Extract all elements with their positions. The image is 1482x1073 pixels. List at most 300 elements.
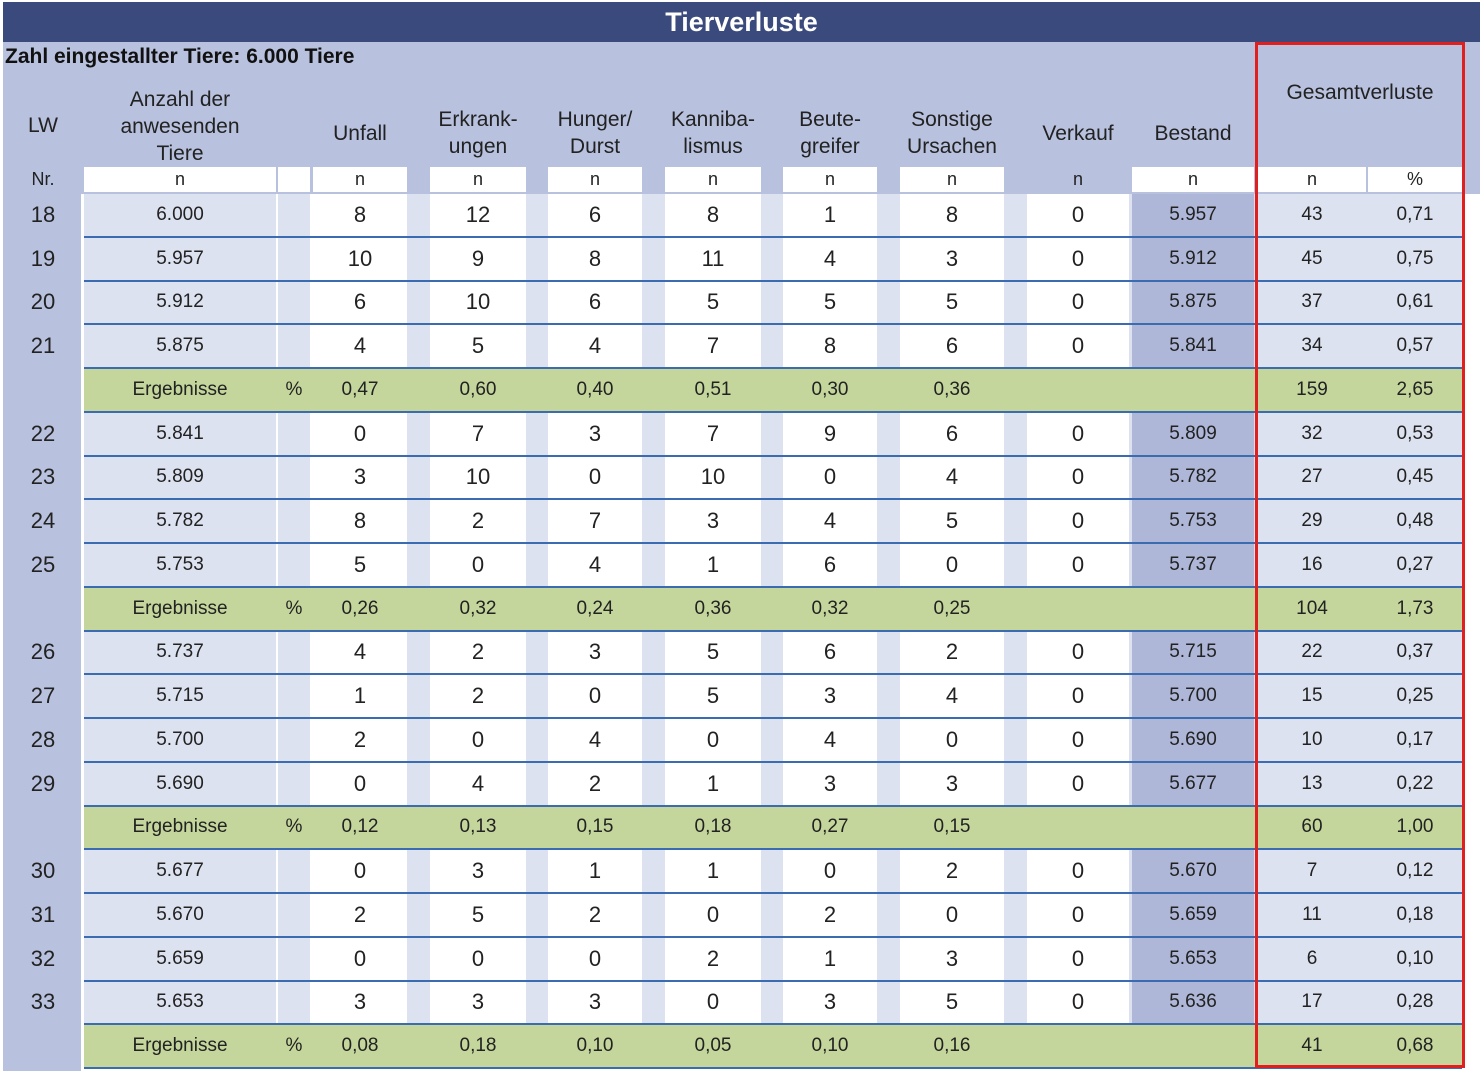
row-unfall: 8 (313, 500, 407, 542)
row-pct: 0,71 (1368, 194, 1462, 236)
row-gap (1129, 850, 1132, 892)
result-label: Ergebnisse (132, 1035, 228, 1057)
row-beute: 3 (783, 763, 877, 805)
row-anzahl: 5.700 (84, 719, 276, 761)
table-title: Tierverluste (3, 2, 1480, 42)
row-verkauf: 0 (1027, 325, 1129, 367)
row-unfall: 0 (313, 938, 407, 980)
row-gap (761, 325, 783, 367)
row-anzahl: 5.715 (84, 675, 276, 717)
row-lw-number: 30 (30, 858, 56, 884)
row-bestand: 5.737 (1132, 544, 1254, 586)
row-bestand: 5.957 (1132, 194, 1254, 236)
row-anzahl: 5.737 (84, 632, 276, 674)
result-pct: 0,68 (1396, 1035, 1434, 1057)
row-pct: 0,53 (1368, 413, 1462, 455)
row-gap (526, 719, 548, 761)
row-pct: 0,22 (1368, 763, 1462, 805)
row-n: 22 (1258, 632, 1366, 674)
row-sonst: 4 (900, 675, 1004, 717)
row-pct-spacer (278, 982, 310, 1024)
row-gap (407, 238, 430, 280)
row-gap (1254, 544, 1258, 586)
row-pct: 0,75 (1368, 238, 1462, 280)
unit-verkauf: n (1027, 167, 1129, 192)
row-beute: 4 (783, 500, 877, 542)
row-gap (1366, 719, 1368, 761)
row-separator (84, 1067, 1462, 1069)
row-unfall: 4 (313, 632, 407, 674)
row-beute: 0 (783, 850, 877, 892)
row-erkr: 2 (430, 632, 526, 674)
header-kannibalismus: Kanniba- lismus (670, 108, 756, 158)
row-hunger: 4 (548, 719, 642, 761)
row-sonst: 8 (900, 194, 1004, 236)
row-gap (877, 457, 900, 499)
row-n: 34 (1258, 325, 1366, 367)
row-pct-spacer (278, 938, 310, 980)
result-n: 41 (1301, 1035, 1323, 1057)
row-gap (1004, 982, 1027, 1024)
row-gap (761, 982, 783, 1024)
row-gap (407, 763, 430, 805)
header-anzahl: Anzahl der anwesenden Tiere (120, 87, 240, 165)
result-beute: 0,10 (811, 1035, 849, 1057)
row-gap (1366, 282, 1368, 324)
row-lw-number: 32 (30, 945, 56, 971)
row-erkr: 2 (430, 500, 526, 542)
row-verkauf: 0 (1027, 675, 1129, 717)
result-sonst: 0,16 (933, 1035, 971, 1057)
result-unfall: 0,08 (341, 1035, 379, 1057)
row-kanni: 7 (665, 325, 761, 367)
row-gap (761, 457, 783, 499)
row-lw-number: 20 (30, 289, 56, 315)
row-n: 37 (1258, 282, 1366, 324)
row-pct: 0,10 (1368, 938, 1462, 980)
result-erkr: 0,32 (459, 597, 497, 619)
row-gap (1254, 675, 1258, 717)
row-gap (1129, 325, 1132, 367)
row-pct-spacer (278, 763, 310, 805)
row-beute: 1 (783, 194, 877, 236)
row-hunger: 7 (548, 500, 642, 542)
row-gap (1254, 457, 1258, 499)
row-kanni: 10 (665, 457, 761, 499)
row-gap (1129, 500, 1132, 542)
row-hunger: 6 (548, 282, 642, 324)
unit-pct: % (1368, 167, 1462, 192)
row-lw-number: 33 (30, 989, 56, 1015)
row-verkauf: 0 (1027, 719, 1129, 761)
row-gap (1366, 982, 1368, 1024)
row-hunger: 4 (548, 544, 642, 586)
row-gap (761, 544, 783, 586)
result-hunger: 0,40 (576, 378, 614, 400)
header-verkauf: Verkauf (1042, 121, 1114, 145)
result-sonst: 0,25 (933, 597, 971, 619)
row-gap (1366, 325, 1368, 367)
result-unit: % (285, 1035, 303, 1057)
row-n: 29 (1258, 500, 1366, 542)
unit-anzahl: n (84, 167, 276, 192)
row-erkr: 10 (430, 457, 526, 499)
row-unfall: 0 (313, 413, 407, 455)
row-gap (1129, 238, 1132, 280)
row-n: 16 (1258, 544, 1366, 586)
row-gap (407, 413, 430, 455)
row-sonst: 3 (900, 238, 1004, 280)
row-unfall: 2 (313, 719, 407, 761)
row-gap (1004, 632, 1027, 674)
row-pct-spacer (278, 238, 310, 280)
row-unfall: 0 (313, 850, 407, 892)
row-verkauf: 0 (1027, 982, 1129, 1024)
unit-unfall: n (313, 167, 407, 192)
row-gap (526, 982, 548, 1024)
row-pct: 0,48 (1368, 500, 1462, 542)
row-erkr: 12 (430, 194, 526, 236)
unit-beute: n (783, 167, 877, 192)
row-gap (1004, 413, 1027, 455)
row-bestand: 5.841 (1132, 325, 1254, 367)
result-beute: 0,30 (811, 378, 849, 400)
row-gap (526, 238, 548, 280)
row-gap (1366, 500, 1368, 542)
row-sonst: 4 (900, 457, 1004, 499)
row-gap (1366, 194, 1368, 236)
row-gap (1129, 763, 1132, 805)
row-lw-number: 29 (30, 770, 56, 796)
row-kanni: 0 (665, 719, 761, 761)
row-unfall: 0 (313, 763, 407, 805)
row-pct: 0,27 (1368, 544, 1462, 586)
row-verkauf: 0 (1027, 457, 1129, 499)
row-lw-number: 23 (30, 464, 56, 490)
row-sonst: 0 (900, 719, 1004, 761)
result-unfall: 0,12 (341, 816, 379, 838)
row-gap (1129, 544, 1132, 586)
row-unfall: 3 (313, 982, 407, 1024)
row-gap (407, 325, 430, 367)
row-erkr: 3 (430, 850, 526, 892)
row-unfall: 1 (313, 675, 407, 717)
row-gap (877, 325, 900, 367)
row-erkr: 0 (430, 544, 526, 586)
row-pct: 0,18 (1368, 894, 1462, 936)
row-gap (877, 413, 900, 455)
row-pct: 0,25 (1368, 675, 1462, 717)
row-unfall: 8 (313, 194, 407, 236)
row-sonst: 3 (900, 938, 1004, 980)
row-gap (877, 632, 900, 674)
row-erkr: 2 (430, 675, 526, 717)
row-gap (642, 632, 665, 674)
row-gap (1004, 675, 1027, 717)
result-unit: % (285, 378, 303, 400)
row-kanni: 5 (665, 282, 761, 324)
row-pct: 0,28 (1368, 982, 1462, 1024)
row-gap (1366, 413, 1368, 455)
row-beute: 2 (783, 894, 877, 936)
row-gap (1004, 500, 1027, 542)
row-gap (1254, 500, 1258, 542)
row-gap (642, 413, 665, 455)
row-kanni: 1 (665, 544, 761, 586)
row-n: 6 (1258, 938, 1366, 980)
row-n: 11 (1258, 894, 1366, 936)
row-sonst: 5 (900, 500, 1004, 542)
row-beute: 4 (783, 238, 877, 280)
row-n: 10 (1258, 719, 1366, 761)
row-anzahl: 5.753 (84, 544, 276, 586)
row-gap (1004, 719, 1027, 761)
row-n: 7 (1258, 850, 1366, 892)
row-gap (1004, 194, 1027, 236)
row-hunger: 4 (548, 325, 642, 367)
result-sonst: 0,15 (933, 816, 971, 838)
row-sonst: 5 (900, 982, 1004, 1024)
row-verkauf: 0 (1027, 413, 1129, 455)
row-kanni: 0 (665, 894, 761, 936)
row-lw-number: 18 (30, 201, 56, 227)
row-pct: 0,12 (1368, 850, 1462, 892)
result-kanni: 0,51 (694, 378, 732, 400)
row-beute: 8 (783, 325, 877, 367)
row-gap (1129, 982, 1132, 1024)
row-gap (1004, 763, 1027, 805)
row-bestand: 5.670 (1132, 850, 1254, 892)
row-kanni: 8 (665, 194, 761, 236)
row-lw-number: 31 (30, 901, 56, 927)
row-gap (1004, 850, 1027, 892)
row-gap (1129, 894, 1132, 936)
row-gap (761, 413, 783, 455)
row-pct-spacer (278, 894, 310, 936)
row-gap (877, 544, 900, 586)
row-gap (642, 194, 665, 236)
row-pct-spacer (278, 457, 310, 499)
row-gap (1254, 632, 1258, 674)
row-gap (1004, 457, 1027, 499)
row-unfall: 5 (313, 544, 407, 586)
result-unfall: 0,47 (341, 378, 379, 400)
row-n: 27 (1258, 457, 1366, 499)
row-gap (1366, 238, 1368, 280)
result-unfall: 0,26 (341, 597, 379, 619)
row-verkauf: 0 (1027, 632, 1129, 674)
row-anzahl: 5.912 (84, 282, 276, 324)
row-bestand: 5.700 (1132, 675, 1254, 717)
header-erkrankungen: Erkrank- ungen (438, 108, 518, 158)
row-pct-spacer (278, 282, 310, 324)
row-gap (642, 282, 665, 324)
row-hunger: 3 (548, 982, 642, 1024)
row-erkr: 0 (430, 719, 526, 761)
row-sonst: 2 (900, 632, 1004, 674)
result-beute: 0,32 (811, 597, 849, 619)
row-anzahl: 5.670 (84, 894, 276, 936)
row-gap (526, 457, 548, 499)
row-n: 17 (1258, 982, 1366, 1024)
row-erkr: 9 (430, 238, 526, 280)
unit-erkr: n (430, 167, 526, 192)
row-kanni: 11 (665, 238, 761, 280)
row-gap (526, 850, 548, 892)
row-sonst: 5 (900, 282, 1004, 324)
row-gap (407, 632, 430, 674)
row-gap (642, 500, 665, 542)
row-hunger: 8 (548, 238, 642, 280)
row-gap (642, 238, 665, 280)
row-gap (761, 500, 783, 542)
row-gap (877, 194, 900, 236)
row-pct-spacer (278, 194, 310, 236)
row-gap (526, 675, 548, 717)
row-hunger: 3 (548, 632, 642, 674)
row-gap (877, 763, 900, 805)
row-beute: 1 (783, 938, 877, 980)
header-bestand: Bestand (1154, 121, 1232, 145)
row-unfall: 3 (313, 457, 407, 499)
row-anzahl: 6.000 (84, 194, 276, 236)
row-gap (1129, 675, 1132, 717)
header-beutegreifer: Beute- greifer (799, 108, 861, 158)
row-hunger: 0 (548, 457, 642, 499)
row-erkr: 5 (430, 325, 526, 367)
row-gap (877, 500, 900, 542)
row-gap (1254, 982, 1258, 1024)
row-gap (407, 982, 430, 1024)
row-gap (761, 238, 783, 280)
row-gap (1366, 763, 1368, 805)
result-n: 104 (1296, 597, 1328, 619)
row-sonst: 2 (900, 850, 1004, 892)
row-gap (1254, 938, 1258, 980)
row-gap (526, 194, 548, 236)
row-pct-spacer (278, 413, 310, 455)
header-sonstige: Sonstige Ursachen (907, 108, 997, 158)
row-gap (761, 719, 783, 761)
row-anzahl: 5.677 (84, 850, 276, 892)
row-gap (1004, 282, 1027, 324)
row-gap (1129, 457, 1132, 499)
row-gap (407, 457, 430, 499)
row-kanni: 5 (665, 675, 761, 717)
row-lw-number: 21 (30, 333, 56, 359)
row-lw-number: 26 (30, 639, 56, 665)
row-kanni: 1 (665, 763, 761, 805)
row-gap (1004, 325, 1027, 367)
result-label: Ergebnisse (132, 378, 228, 400)
row-verkauf: 0 (1027, 194, 1129, 236)
unit-pct-label-spacer (278, 167, 310, 192)
row-unfall: 10 (313, 238, 407, 280)
row-verkauf: 0 (1027, 938, 1129, 980)
row-verkauf: 0 (1027, 282, 1129, 324)
result-beute: 0,27 (811, 816, 849, 838)
row-lw-number: 22 (30, 420, 56, 446)
result-hunger: 0,15 (576, 816, 614, 838)
row-gap (1254, 719, 1258, 761)
row-gap (1129, 194, 1132, 236)
row-kanni: 3 (665, 500, 761, 542)
row-verkauf: 0 (1027, 238, 1129, 280)
row-gap (526, 282, 548, 324)
row-gap (642, 982, 665, 1024)
header-unfall: Unfall (333, 121, 387, 145)
row-gap (526, 763, 548, 805)
row-gap (761, 282, 783, 324)
row-gap (526, 325, 548, 367)
row-pct: 0,17 (1368, 719, 1462, 761)
row-gap (1366, 675, 1368, 717)
row-gap (1004, 938, 1027, 980)
row-gap (1366, 544, 1368, 586)
row-gap (877, 982, 900, 1024)
row-gap (526, 413, 548, 455)
row-verkauf: 0 (1027, 763, 1129, 805)
row-gap (877, 238, 900, 280)
row-beute: 4 (783, 719, 877, 761)
row-kanni: 1 (665, 850, 761, 892)
row-gap (526, 500, 548, 542)
unit-sonst: n (900, 167, 1004, 192)
result-n: 60 (1301, 816, 1323, 838)
row-hunger: 3 (548, 413, 642, 455)
row-gap (407, 544, 430, 586)
row-gap (1254, 238, 1258, 280)
row-kanni: 5 (665, 632, 761, 674)
row-gap (761, 194, 783, 236)
row-gap (1366, 457, 1368, 499)
row-bestand: 5.875 (1132, 282, 1254, 324)
row-anzahl: 5.653 (84, 982, 276, 1024)
row-verkauf: 0 (1027, 500, 1129, 542)
row-gap (1254, 413, 1258, 455)
row-gap (1366, 632, 1368, 674)
row-n: 13 (1258, 763, 1366, 805)
row-verkauf: 0 (1027, 894, 1129, 936)
row-gap (642, 894, 665, 936)
result-erkr: 0,60 (459, 378, 497, 400)
row-gap (761, 850, 783, 892)
result-hunger: 0,10 (576, 1035, 614, 1057)
row-beute: 5 (783, 282, 877, 324)
row-gap (642, 850, 665, 892)
header-hunger: Hunger/ Durst (557, 108, 633, 158)
result-erkr: 0,13 (459, 816, 497, 838)
row-unfall: 6 (313, 282, 407, 324)
row-gap (642, 325, 665, 367)
row-gap (1129, 282, 1132, 324)
row-anzahl: 5.875 (84, 325, 276, 367)
row-sonst: 0 (900, 894, 1004, 936)
row-gap (877, 938, 900, 980)
row-gap (1366, 894, 1368, 936)
row-bestand: 5.809 (1132, 413, 1254, 455)
result-pct: 2,65 (1396, 378, 1434, 400)
unit-kanni: n (665, 167, 761, 192)
row-bestand: 5.690 (1132, 719, 1254, 761)
row-n: 45 (1258, 238, 1366, 280)
row-gap (877, 719, 900, 761)
result-erkr: 0,18 (459, 1035, 497, 1057)
row-gap (642, 719, 665, 761)
unit-hunger: n (548, 167, 642, 192)
row-gap (642, 675, 665, 717)
unit-bestand: n (1132, 167, 1254, 192)
